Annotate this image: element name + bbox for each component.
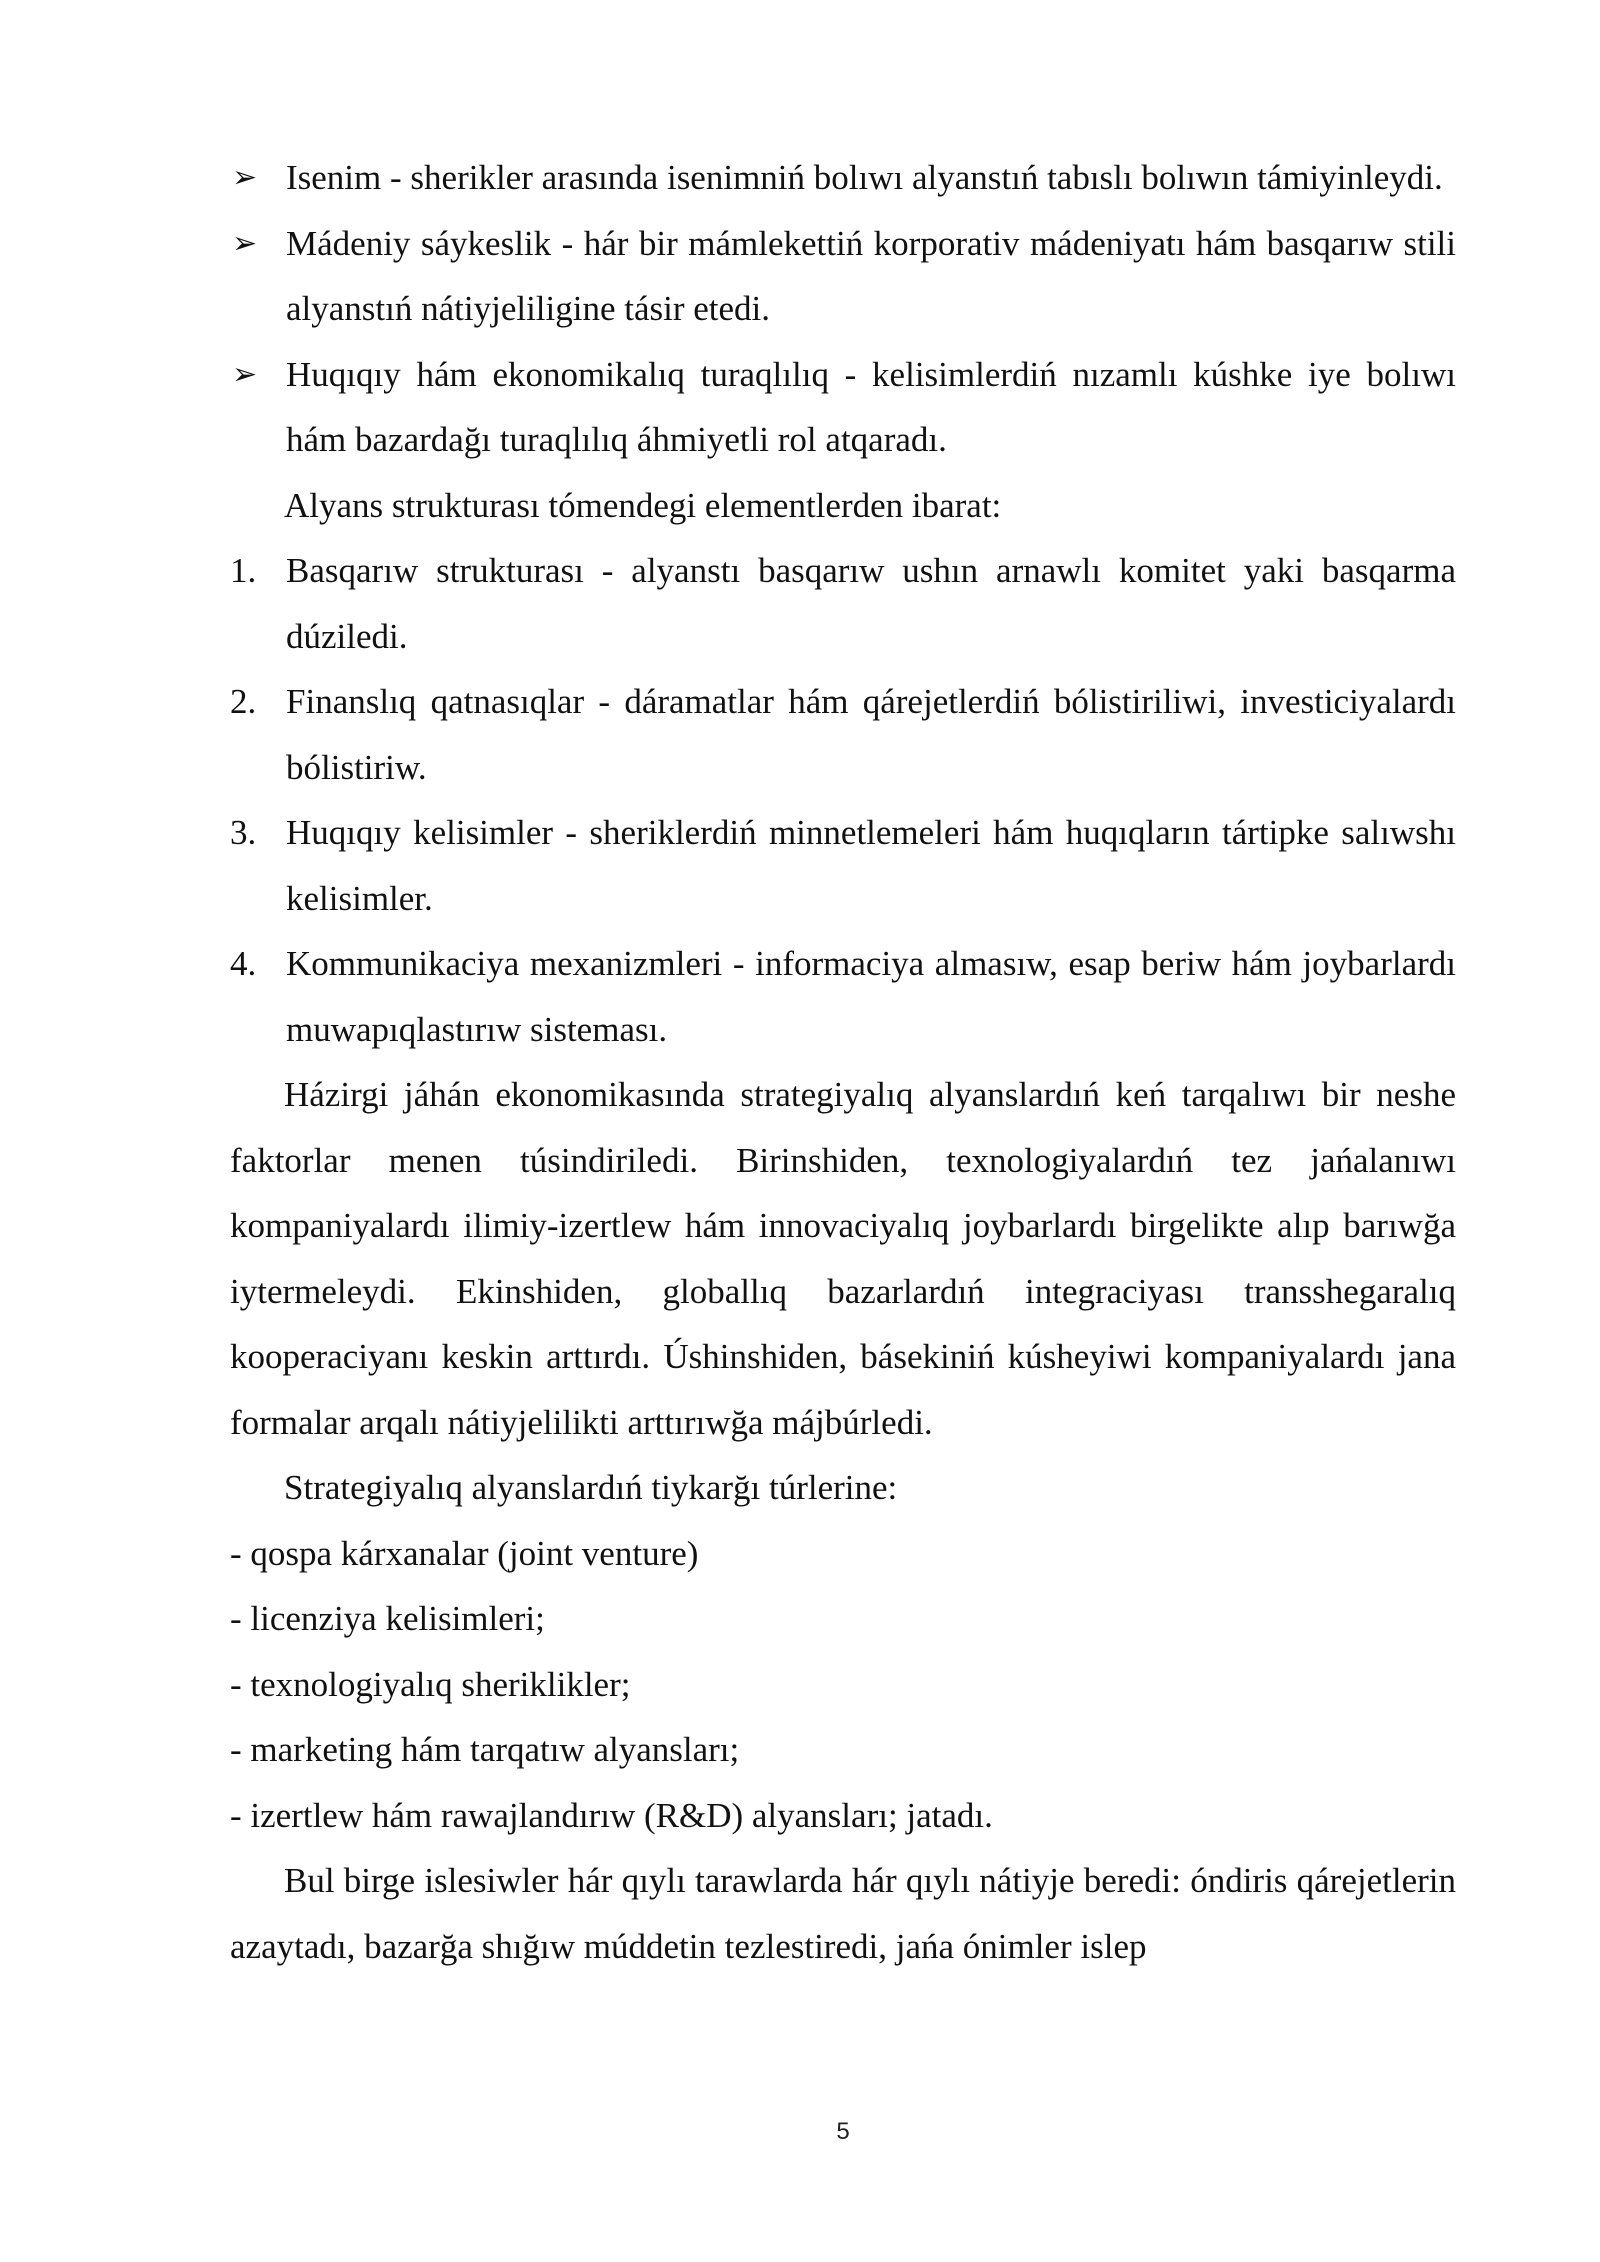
types-intro: Strategiyalıq alyanslardıń tiykarğı túrlerine: — [284, 1468, 898, 1507]
bullet-text: Mádeniy sáykeslik - hár bir mámlekettiń korporativ mádeniyatı hám basqarıw stili alyanstıń nátiyjeliligine tásir etedi. — [286, 223, 1456, 328]
page-number: 5 — [836, 2118, 850, 2145]
page-content — [230, 145, 1456, 1979]
item-text: Kommunikaciya mexanizmleri - informaciya almasıw, esap beriw hám joybarlardı muwapıqlastırıw sisteması. — [286, 944, 1456, 1049]
bullet-text: Huqıqıy hám ekonomikalıq turaqlılıq - kelisimlerdiń nızamlı kúshke iye bolıwı hám bazardağı turaqlılıq áhmiyetli rol atqaradı. — [286, 354, 1456, 459]
bullet-item-trust — [230, 145, 1456, 211]
structure-intro: Alyans strukturası tómendegi elementlerden ibarat: — [284, 485, 1002, 525]
item-text: Finanslıq qatnasıqlar - dáramatlar hám qárejetlerdiń bólistiriliwi, investiciyalardı bólistiriw. — [286, 682, 1456, 787]
type-list-item: - texnologiyalıq sheriklikler; — [230, 1664, 631, 1704]
type-list-item: - izertlew hám rawajlandırıw (R&D) alyansları; jatadı. — [230, 1795, 993, 1835]
item-text: Huqıqıy kelisimler - sheriklerdiń minnetlemeleri hám huqıqların tártipke salıwshı kelisimler. — [286, 813, 1456, 918]
type-list-item: - licenziya kelisimleri; — [230, 1599, 545, 1638]
bullet-item-cultural-fit — [230, 211, 1456, 342]
arrow-bullet-icon: ➢ — [232, 225, 258, 261]
numbered-item-legal — [230, 800, 1456, 931]
item-number: 2. — [230, 682, 257, 721]
item-text: Basqarıw strukturası - alyanstı basqarıw ushın arnawlı komitet yaki basqarma dúziledi. — [286, 551, 1456, 656]
body-paragraph-results: Bul birge islesiwler hár qıylı tarawlarda hár qıylı nátiyje beredi: óndiris qárejetlerin azaytadı, bazarğa shığıw múddetin tezlestiredi, jańa ónimler islep — [230, 1861, 1456, 1966]
item-number: 3. — [230, 813, 257, 852]
type-list-item: - marketing hám tarqatıw alyansları; — [230, 1730, 740, 1769]
bullet-text: Isenim - sherikler arasında isenimniń bolıwı alyanstıń tabıslı bolıwın támiyinleydi. — [286, 158, 1443, 197]
item-number: 4. — [230, 944, 257, 983]
bullet-item-legal-stability — [230, 342, 1456, 473]
numbered-item-finance — [230, 669, 1456, 800]
body-paragraph-global-economy: Házirgi jáhán ekonomikasında strategiyalıq alyanslardıń keń tarqalıwı bir neshe faktorlar menen túsindiriledi. Birinshiden, texnologiyalardıń tez jańalanıwı kompaniyalardı ilimiy-izertlew hám innovaciyalıq joybarlardı birgelikte alıp barıwğa iytermeleydi. Ekinshiden, globallıq bazarlardıń integraciyası transshegaralıq kooperaciyanı keskin arttırdı. Úshinshiden, básekiniń kúsheyiwi kompaniyalardı jana formalar arqalı nátiyjelilikti arttırıwğa májbúrledi. — [230, 1075, 1456, 1442]
item-number: 1. — [230, 551, 257, 590]
arrow-bullet-icon: ➢ — [232, 160, 258, 195]
type-list-item: - qospa kárxanalar (joint venture) — [230, 1533, 699, 1573]
numbered-item-management — [230, 538, 1456, 669]
arrow-bullet-icon: ➢ — [232, 356, 258, 392]
numbered-item-communication — [230, 931, 1456, 1062]
